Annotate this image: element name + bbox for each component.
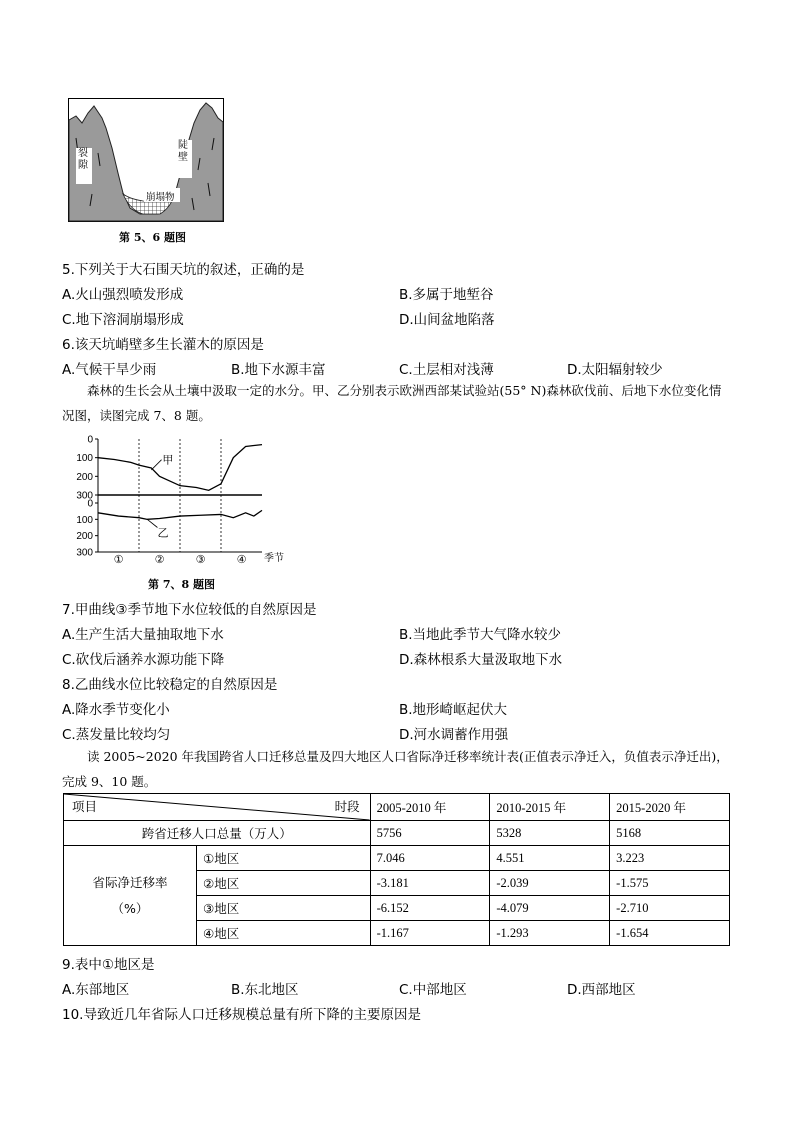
region-name: ④地区 xyxy=(197,921,371,946)
upper-tick-label: 200 xyxy=(76,471,93,483)
upper-tick-label: 100 xyxy=(76,453,93,465)
season-label: ③ xyxy=(195,553,206,566)
region-value: -1.293 xyxy=(490,921,610,946)
figure-caption-2: 第 7、8 题图 xyxy=(148,578,215,591)
region-value: -1.575 xyxy=(610,871,730,896)
region-value: -2.039 xyxy=(490,871,610,896)
question-9: 9.表中①地区是 xyxy=(62,957,155,973)
q9-option-d[interactable]: D.西部地区 xyxy=(567,982,636,998)
region-name: ②地区 xyxy=(197,871,371,896)
question-6: 6.该天坑峭壁多生长灌木的原因是 xyxy=(62,337,264,353)
series-yi-label: 乙 xyxy=(157,526,169,540)
region-value: -3.181 xyxy=(370,871,490,896)
question-8: 8.乙曲线水位比较稳定的自然原因是 xyxy=(62,677,278,693)
sinkhole-figure xyxy=(68,98,224,222)
q5-option-c[interactable]: C.地下溶洞崩塌形成 xyxy=(62,312,184,328)
table-header-row xyxy=(64,794,730,821)
lower-tick-label: 0 xyxy=(87,498,93,510)
q6-option-a[interactable]: A.气候干旱少雨 xyxy=(62,362,157,378)
question-10: 10.导致近几年省际人口迁移规模总量有所下降的主要原因是 xyxy=(62,1007,421,1023)
q8-option-d[interactable]: D.河水调蓄作用强 xyxy=(399,727,509,743)
q6-option-d[interactable]: D.太阳辐射较少 xyxy=(567,362,663,378)
intro-9-10: 读 2005~2020 年我国跨省人口迁移总量及四大地区人口省际净迁移率统计表(正值表示净迁入，负值表示净迁出)，完成 9、10 题。 xyxy=(62,749,729,789)
season-label: ④ xyxy=(236,553,247,566)
q8-option-b[interactable]: B.地形崎岖起伏大 xyxy=(399,702,508,718)
rate-label-line-2: （%） xyxy=(111,900,149,916)
q9-option-b[interactable]: B.东北地区 xyxy=(231,982,299,998)
region-value: -1.654 xyxy=(610,921,730,946)
region-name: ③地区 xyxy=(197,896,371,921)
q9-option-a[interactable]: A.东部地区 xyxy=(62,982,130,998)
upper-tick-label: 300 xyxy=(76,490,93,502)
region-value: -4.079 xyxy=(490,896,610,921)
q7-option-a[interactable]: A.生产生活大量抽取地下水 xyxy=(62,627,224,643)
intro-7-8: 森林的生长会从土壤中汲取一定的水分。甲、乙分别表示欧洲西部某试验站(55° N)森林砍伐前、后地下水位变化情况图，读图完成 7、8 题。 xyxy=(62,383,722,423)
groundwater-chart-svg xyxy=(62,430,284,566)
figure-caption-1: 第 5、6 题图 xyxy=(119,231,186,244)
header-period-1: 2005-2010 年 xyxy=(370,794,490,821)
lower-tick-label: 200 xyxy=(76,531,93,543)
region-value: 4.551 xyxy=(490,846,610,871)
q7-option-d[interactable]: D.森林根系大量汲取地下水 xyxy=(399,652,563,668)
region-name: ①地区 xyxy=(197,846,371,871)
question-5: 5.下列关于大石围天坑的叙述，正确的是 xyxy=(62,262,305,278)
series-yi-leader xyxy=(147,519,157,527)
total-value-3: 5168 xyxy=(610,821,730,846)
q5-option-d[interactable]: D.山间盆地陷落 xyxy=(399,312,495,328)
season-label: ① xyxy=(113,553,124,566)
q7-option-c[interactable]: C.砍伐后涵养水源功能下降 xyxy=(62,652,225,668)
q6-option-c[interactable]: C.土层相对浅薄 xyxy=(399,362,494,378)
migration-table xyxy=(63,793,730,946)
region-value: 7.046 xyxy=(370,846,490,871)
upper-tick-label: 0 xyxy=(87,434,93,446)
question-7: 7.甲曲线③季节地下水位较低的自然原因是 xyxy=(62,602,317,618)
series-jia-leader xyxy=(151,460,161,470)
table-row xyxy=(64,846,730,871)
series-jia-label: 甲 xyxy=(162,453,174,467)
total-value-1: 5756 xyxy=(370,821,490,846)
q9-option-c[interactable]: C.中部地区 xyxy=(399,982,467,998)
header-period: 时段 xyxy=(334,800,360,814)
rate-label-line-1: 省际净迁移率 xyxy=(92,874,168,890)
q5-option-b[interactable]: B.多属于地堑谷 xyxy=(399,287,494,303)
region-value: 3.223 xyxy=(610,846,730,871)
label-crack: 裂隙 xyxy=(78,148,88,171)
region-value: -1.167 xyxy=(370,921,490,946)
q8-option-c[interactable]: C.蒸发量比较均匀 xyxy=(62,727,171,743)
season-label: ② xyxy=(154,553,165,566)
table-row xyxy=(64,821,730,846)
label-collapse: 崩塌物 xyxy=(146,192,175,203)
lower-tick-label: 100 xyxy=(76,514,93,526)
q5-option-a[interactable]: A.火山强烈喷发形成 xyxy=(62,287,184,303)
q8-option-a[interactable]: A.降水季节变化小 xyxy=(62,702,170,718)
groundwater-chart xyxy=(62,430,284,566)
q6-option-b[interactable]: B.地下水源丰富 xyxy=(231,362,326,378)
q7-option-b[interactable]: B.当地此季节大气降水较少 xyxy=(399,627,562,643)
total-label: 跨省迁移人口总量（万人） xyxy=(64,821,371,846)
header-period-3: 2015-2020 年 xyxy=(610,794,730,821)
header-item: 项目 xyxy=(72,800,98,814)
x-axis-label: 季节 xyxy=(264,553,284,564)
region-value: -6.152 xyxy=(370,896,490,921)
label-cliff: 陡壁 xyxy=(178,140,188,163)
lower-tick-label: 300 xyxy=(76,547,93,559)
sinkhole-diagram xyxy=(68,98,224,222)
region-value: -2.710 xyxy=(610,896,730,921)
diagonal-line xyxy=(64,794,370,820)
rate-label xyxy=(64,846,197,946)
total-value-2: 5328 xyxy=(490,821,610,846)
header-diagonal-cell xyxy=(64,794,371,821)
header-period-2: 2010-2015 年 xyxy=(490,794,610,821)
